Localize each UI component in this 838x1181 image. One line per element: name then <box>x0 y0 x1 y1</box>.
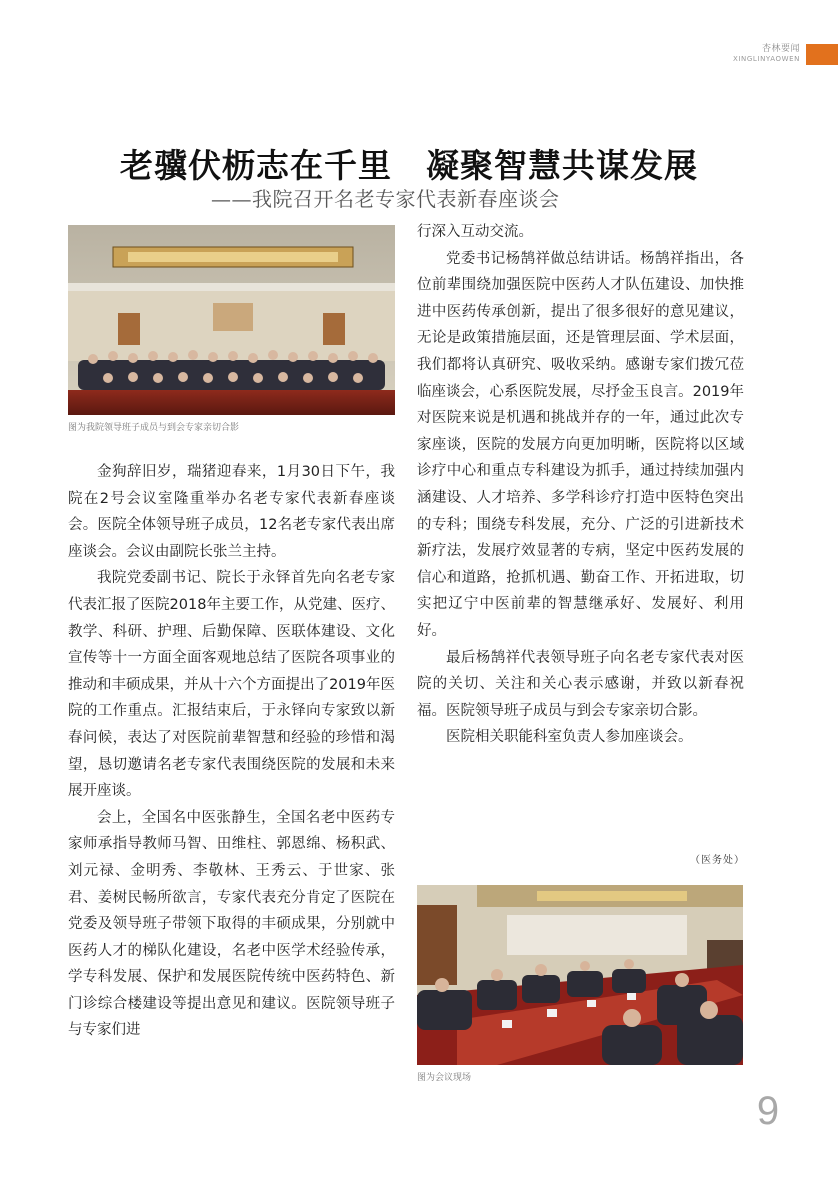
meeting-photo-caption: 图为会议现场 <box>417 1073 472 1083</box>
paragraph: 党委书记杨鹄祥做总结讲话。杨鹄祥指出，各位前辈围绕加强医院中医药人才队伍建设、加快推进中医药传承创新，提出了很多很好的意见建议，无论是政策措施层面，还是管理层面、学术层面，我们都将认真研究、吸收采纳。感谢专家们拨冗莅临座谈会，心系医院发展，尽抒金玉良言。2019年对医院来说是机遇和挑战并存的一年，通过此次专家座谈，医院的发展方向更加明晰，医院将以区域诊疗中心和重点专科建设为抓手，通过持续加强内涵建设、人才培养、多学科诊疗打造中医特色突出的专科；围绕专科发展，充分、广泛的引进新技术新疗法，发展疗效显著的专病，坚定中医药发展的信心和道路，抢抓机遇、勤奋工作、开拓进取，切实把辽宁中医前辈的智慧继承好、发展好、利用好。 <box>417 250 744 639</box>
article-subtitle: ——我院召开名老专家代表新春座谈会 <box>211 187 560 211</box>
section-accent-bar <box>806 44 838 65</box>
paragraph: 我院党委副书记、院长于永铎首先向名老专家代表汇报了医院2018年主要工作，从党建、医疗、教学、科研、护理、后勤保障、医联体建设、文化宣传等十一方面全面客观地总结了医院各项事业的推动和丰硕成果，并从十六个方面提出了2019年医院的工作重点。汇报结束后，于永铎向专家致以新春问候，表达了对医院前辈智慧和经验的珍惜和渴望，恳切邀请名老专家代表围绕医院的发展和未来展开座谈。 <box>68 570 395 800</box>
paragraph-continuation: 行深入互动交流。 <box>417 224 533 240</box>
paragraph: 金狗辞旧岁，瑞猪迎春来，1月30日下午，我院在2号会议室隆重举办名老专家代表新春座谈会。医院全体领导班子成员，12名老专家代表出席座谈会。会议由副院长张兰主持。 <box>68 464 395 560</box>
meeting-photo <box>417 885 743 1065</box>
section-name-cn: 杏林要闻 <box>761 44 800 54</box>
article-source: （医务处） <box>690 855 745 866</box>
section-header <box>700 44 800 64</box>
page-number: 9 <box>756 1089 780 1133</box>
paragraph: 会上，全国名中医张静生，全国名老中医药专家师承指导教师马智、田维柱、郭恩绵、杨积武、刘元禄、金明秀、李敬林、王秀云、于世家、张君、姜树民畅所欲言，专家代表充分肯定了医院在党委及领导班子带领下取得的丰硕成果，分别就中医药人才的梯队化建设，名老中医学术经验传承，学专科发展、保护和发展医院传统中医药特色、新门诊综合楼建设等提出意见和建议。医院领导班子与专家们进 <box>68 809 395 1039</box>
article-body-right <box>417 219 744 751</box>
group-photo-caption: 图为我院领导班子成员与到会专家亲切合影 <box>68 423 240 433</box>
article-body-left <box>68 459 395 1044</box>
paragraph: 医院相关职能科室负责人参加座谈会。 <box>446 729 693 746</box>
section-name-en: XINGLINYAOWEN <box>732 55 800 63</box>
paragraph: 最后杨鹄祥代表领导班子向名老专家代表对医院的关切、关注和关心表示感谢，并致以新春祝福。医院领导班子成员与到会专家亲切合影。 <box>417 649 744 719</box>
article-title: 老骥伏枥志在千里 凝聚智慧共谋发展 <box>120 146 698 185</box>
group-photo <box>68 225 395 415</box>
